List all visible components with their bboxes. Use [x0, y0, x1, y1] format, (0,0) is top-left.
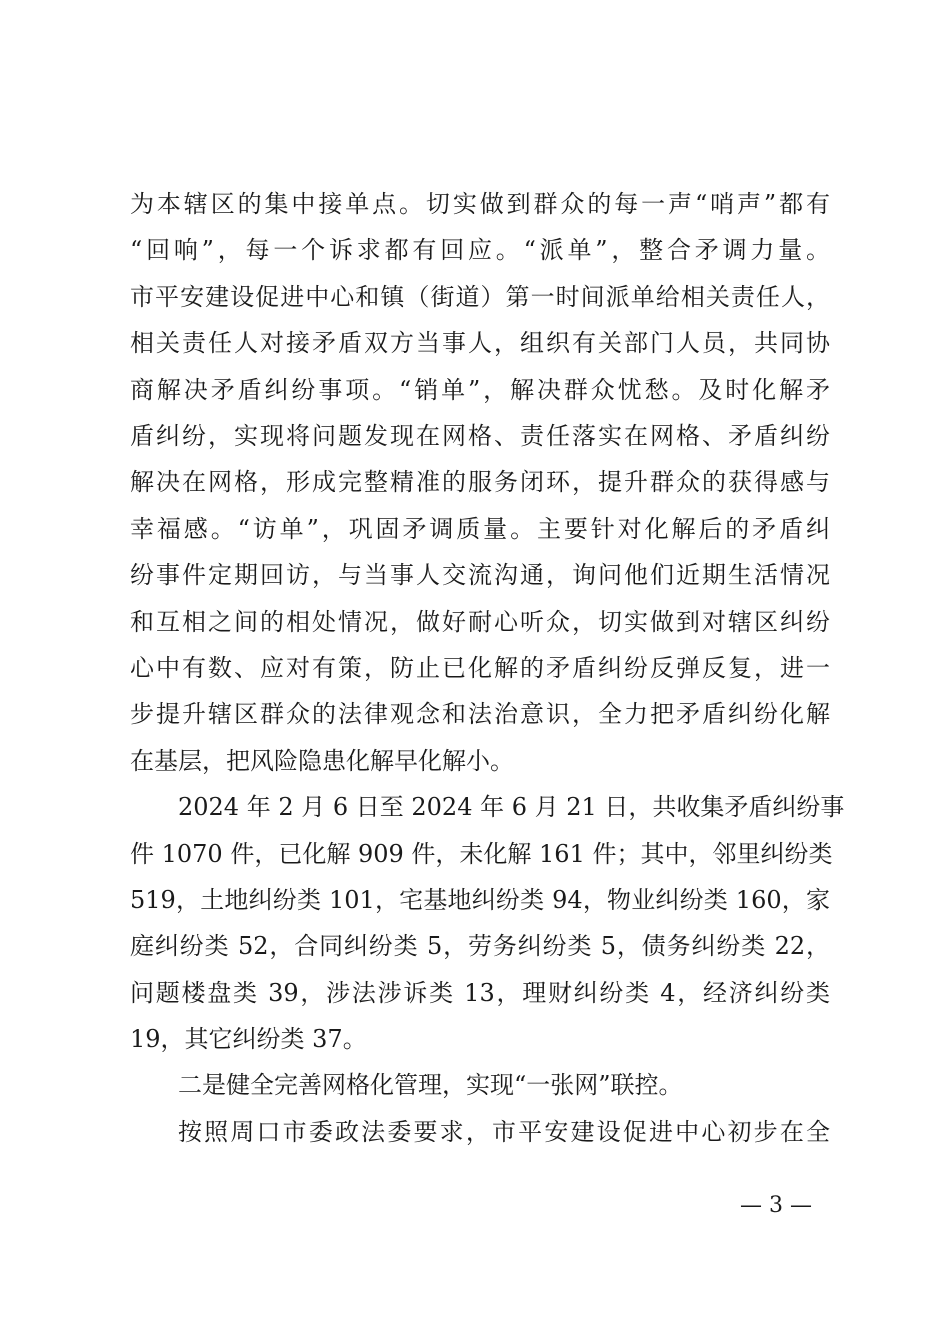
text-line: 商解决矛盾纠纷事项。“销单”，解决群众忧愁。及时化解矛: [130, 376, 830, 404]
text-line: 在基层，把风险隐患化解早化解小。: [130, 747, 514, 775]
text-line: 件 1070 件，已化解 909 件，未化解 161 件；其中，邻里纠纷类: [130, 840, 833, 868]
text-line: 相关责任人对接矛盾双方当事人，组织有关部门人员，共同协: [130, 329, 830, 357]
text-line: 纷事件定期回访，与当事人交流沟通，询问他们近期生活情况: [130, 561, 830, 589]
text-line: “回响”，每一个诉求都有回应。“派单”，整合矛调力量。: [130, 236, 830, 264]
text-line: 519，土地纠纷类 101，宅基地纠纷类 94，物业纠纷类 160，家: [130, 886, 830, 914]
text-line: 按照周口市委政法委要求，市平安建设促进中心初步在全: [178, 1118, 830, 1146]
text-line: 庭纠纷类 52，合同纠纷类 5，劳务纠纷类 5，债务纠纷类 22，: [130, 932, 830, 960]
text-line: 问题楼盘类 39，涉法涉诉类 13，理财纠纷类 4，经济纠纷类: [130, 979, 830, 1007]
text-line: 19，其它纠纷类 37。: [130, 1025, 367, 1053]
text-line: 2024 年 2 月 6 日至 2024 年 6 月 21 日，共收集矛盾纠纷事: [178, 793, 845, 821]
text-line: 为本辖区的集中接单点。切实做到群众的每一声“哨声”都有: [130, 190, 830, 218]
text-line: 幸福感。“访单”，巩固矛调质量。主要针对化解后的矛盾纠: [130, 515, 830, 543]
text-line: 盾纠纷，实现将问题发现在网格、责任落实在网格、矛盾纠纷: [130, 422, 830, 450]
text-line: 步提升辖区群众的法律观念和法治意识，全力把矛盾纠纷化解: [130, 700, 830, 728]
text-line: 市平安建设促进中心和镇（街道）第一时间派单给相关责任人，: [130, 283, 830, 311]
page-number: — 3 —: [740, 1193, 812, 1218]
text-line: 和互相之间的相处情况，做好耐心听众，切实做到对辖区纠纷: [130, 608, 830, 636]
text-line: 解决在网格，形成完整精准的服务闭环，提升群众的获得感与: [130, 468, 830, 496]
text-line: 心中有数、应对有策，防止已化解的矛盾纠纷反弹反复，进一: [130, 654, 830, 682]
section-heading: 二是健全完善网格化管理，实现“一张网”联控。: [178, 1071, 683, 1099]
